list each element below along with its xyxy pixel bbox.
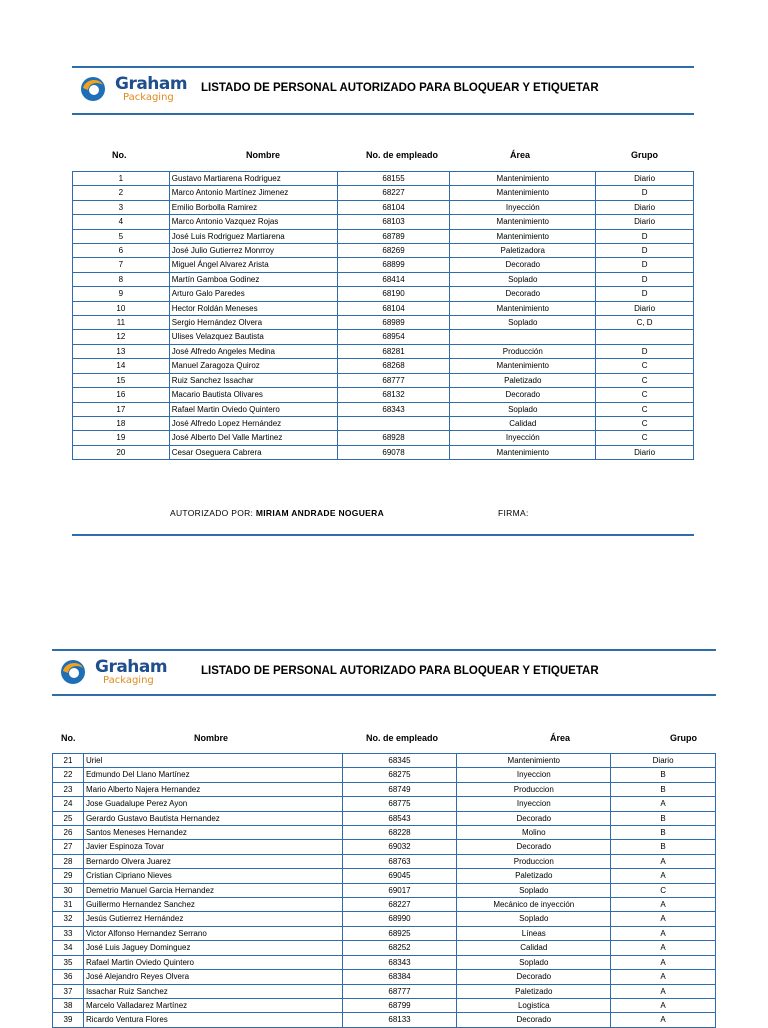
table-row <box>73 244 694 258</box>
employee-id: 68228 <box>342 826 457 840</box>
row-number: 31 <box>53 898 84 912</box>
employee-group: A <box>611 970 716 984</box>
employee-group: C <box>596 359 694 373</box>
employee-group <box>596 330 694 344</box>
employee-group: B <box>611 768 716 782</box>
col-head-no-1: No. <box>112 150 127 160</box>
row-number: 2 <box>73 186 170 200</box>
table-row <box>53 797 716 811</box>
employee-group: A <box>611 898 716 912</box>
employee-id: 68543 <box>342 811 457 825</box>
col-head-emp-1: No. de empleado <box>366 150 439 160</box>
employee-group: Diario <box>596 200 694 214</box>
table-row <box>73 431 694 445</box>
table-row <box>73 172 694 186</box>
graham-swirl-icon <box>79 75 107 103</box>
employee-area: Soplado <box>457 883 611 897</box>
table-row <box>53 912 716 926</box>
employee-id: 68104 <box>337 301 450 315</box>
col-head-emp-2: No. de empleado <box>366 733 439 743</box>
employee-id: 69078 <box>337 445 450 459</box>
employee-area: Decorado <box>457 811 611 825</box>
employee-name: Demetrio Manuel Garcia Hernandez <box>83 883 342 897</box>
row-number: 37 <box>53 984 84 998</box>
signature-label: FIRMA: <box>498 508 529 518</box>
employee-id: 68103 <box>337 215 450 229</box>
table-row <box>73 229 694 243</box>
authorized-by-name: MIRIAM ANDRADE NOGUERA <box>255 508 385 518</box>
employee-area: Soplado <box>450 272 596 286</box>
employee-group: B <box>611 782 716 796</box>
employee-area: Soplado <box>457 912 611 926</box>
employee-area: Mantenimiento <box>450 301 596 315</box>
row-number: 35 <box>53 955 84 969</box>
employee-id: 68749 <box>342 782 457 796</box>
employee-name: Marcelo Valladarez Martínez <box>83 998 342 1012</box>
employee-area: Calidad <box>450 416 596 430</box>
employee-name: Marco Antonio Martínez Jimenez <box>169 186 337 200</box>
table-row <box>53 869 716 883</box>
personnel-table-2 <box>52 753 716 1028</box>
employee-group: Diario <box>596 445 694 459</box>
table-row <box>73 200 694 214</box>
employee-id: 68227 <box>337 186 450 200</box>
row-number: 17 <box>73 402 170 416</box>
logo-subword: Packaging <box>103 675 154 686</box>
col-head-group-2: Grupo <box>670 733 697 743</box>
row-number: 7 <box>73 258 170 272</box>
employee-group: A <box>611 955 716 969</box>
employee-name: José Alejandro Reyes Olvera <box>83 970 342 984</box>
table-row <box>53 826 716 840</box>
table-row <box>53 984 716 998</box>
table-row <box>53 941 716 955</box>
employee-area: Logistica <box>457 998 611 1012</box>
employee-group: C <box>596 416 694 430</box>
employee-group: A <box>611 1013 716 1027</box>
employee-name: Macario Bautista Olivares <box>169 388 337 402</box>
col-head-no-2: No. <box>61 733 76 743</box>
employee-id: 68799 <box>342 998 457 1012</box>
employee-name: Santos Meneses Hernandez <box>83 826 342 840</box>
employee-id: 68343 <box>337 402 450 416</box>
employee-name: Marco Antonio Vazquez Rojas <box>169 215 337 229</box>
employee-area: Mantenimiento <box>457 754 611 768</box>
employee-name: Uriel <box>83 754 342 768</box>
employee-group: D <box>596 229 694 243</box>
table-row <box>73 402 694 416</box>
employee-id: 68414 <box>337 272 450 286</box>
employee-name: José Luis Rodriguez Martiarena <box>169 229 337 243</box>
table-row <box>73 316 694 330</box>
employee-area: Mantenimiento <box>450 445 596 459</box>
section-end-rule-1 <box>72 534 694 536</box>
employee-id <box>337 416 450 430</box>
employee-id: 68133 <box>342 1013 457 1027</box>
employee-group: C, D <box>596 316 694 330</box>
employee-name: Martín Gamboa Godinez <box>169 272 337 286</box>
row-number: 32 <box>53 912 84 926</box>
employee-group: D <box>596 258 694 272</box>
employee-id: 68190 <box>337 287 450 301</box>
employee-name: Gustavo Martiarena Rodriguez <box>169 172 337 186</box>
employee-group: Diario <box>596 172 694 186</box>
employee-id: 68989 <box>337 316 450 330</box>
employee-group: A <box>611 854 716 868</box>
employee-area: Decorado <box>457 840 611 854</box>
header-top-rule-1 <box>72 66 694 68</box>
table-row <box>53 854 716 868</box>
employee-id: 68345 <box>342 754 457 768</box>
employee-name: Miguel Ángel Alvarez Arista <box>169 258 337 272</box>
employee-name: Hector Roldán Meneses <box>169 301 337 315</box>
employee-name: José Luis Jaguey Dominguez <box>83 941 342 955</box>
table-row <box>73 373 694 387</box>
employee-group: D <box>596 272 694 286</box>
table-row <box>53 970 716 984</box>
row-number: 26 <box>53 826 84 840</box>
employee-id: 68252 <box>342 941 457 955</box>
col-head-group-1: Grupo <box>631 150 658 160</box>
employee-id: 69032 <box>342 840 457 854</box>
employee-name: Victor Alfonso Hernandez Serrano <box>83 926 342 940</box>
employee-name: Manuel Zaragoza Quiroz <box>169 359 337 373</box>
row-number: 39 <box>53 1013 84 1027</box>
employee-name: Cristian Cipriano Nieves <box>83 869 342 883</box>
employee-area: Decorado <box>457 1013 611 1027</box>
graham-logo <box>79 75 189 107</box>
employee-id: 68954 <box>337 330 450 344</box>
employee-id: 68925 <box>342 926 457 940</box>
employee-group: Diario <box>596 215 694 229</box>
employee-id: 68763 <box>342 854 457 868</box>
employee-name: Ricardo Ventura Flores <box>83 1013 342 1027</box>
employee-id: 68928 <box>337 431 450 445</box>
employee-group: Diario <box>596 301 694 315</box>
row-number: 13 <box>73 344 170 358</box>
employee-id: 68281 <box>337 344 450 358</box>
row-number: 23 <box>53 782 84 796</box>
employee-group: C <box>596 388 694 402</box>
employee-area: Mantenimiento <box>450 359 596 373</box>
row-number: 5 <box>73 229 170 243</box>
row-number: 1 <box>73 172 170 186</box>
col-head-area-1: Área <box>510 150 531 160</box>
row-number: 30 <box>53 883 84 897</box>
employee-name: Jose Guadalupe Perez Ayon <box>83 797 342 811</box>
employee-id: 68275 <box>342 768 457 782</box>
employee-name: Mario Alberto Najera Hernandez <box>83 782 342 796</box>
employee-name: Issachar Ruiz Sanchez <box>83 984 342 998</box>
employee-area: Soplado <box>450 402 596 416</box>
employee-area: Mantenimiento <box>450 172 596 186</box>
table-row <box>73 388 694 402</box>
employee-id: 68789 <box>337 229 450 243</box>
employee-area: Inyección <box>450 200 596 214</box>
employee-area: Inyeccion <box>457 768 611 782</box>
col-head-area-2: Área <box>550 733 571 743</box>
employee-name: Rafael Martin Oviedo Quintero <box>83 955 342 969</box>
employee-area: Soplado <box>457 955 611 969</box>
row-number: 34 <box>53 941 84 955</box>
graham-swirl-icon <box>59 658 87 686</box>
row-number: 12 <box>73 330 170 344</box>
employee-group: C <box>611 883 716 897</box>
row-number: 38 <box>53 998 84 1012</box>
table-row <box>53 782 716 796</box>
row-number: 15 <box>73 373 170 387</box>
table-row <box>73 344 694 358</box>
table-row <box>53 768 716 782</box>
employee-name: José Alfredo Lopez Hernández <box>169 416 337 430</box>
table-row <box>73 215 694 229</box>
row-number: 28 <box>53 854 84 868</box>
employee-id: 68269 <box>337 244 450 258</box>
row-number: 20 <box>73 445 170 459</box>
employee-area: Mecánico de inyección <box>457 898 611 912</box>
employee-id: 68132 <box>337 388 450 402</box>
employee-id: 69045 <box>342 869 457 883</box>
employee-name: Gerardo Gustavo Bautista Hernandez <box>83 811 342 825</box>
table-row <box>53 1013 716 1027</box>
header-bottom-rule-2 <box>52 694 716 696</box>
employee-area: Produccion <box>457 782 611 796</box>
row-number: 8 <box>73 272 170 286</box>
table-row <box>53 898 716 912</box>
row-number: 22 <box>53 768 84 782</box>
employee-name: Emilio Borbolla Ramirez <box>169 200 337 214</box>
employee-name: José Alberto Del Valle Martinez <box>169 431 337 445</box>
employee-group: A <box>611 998 716 1012</box>
table-row <box>73 272 694 286</box>
personnel-table-1 <box>72 171 694 460</box>
employee-area: Paletizado <box>457 869 611 883</box>
employee-area: Paletizado <box>457 984 611 998</box>
employee-area: Producción <box>450 344 596 358</box>
employee-group: D <box>596 244 694 258</box>
employee-id: 68775 <box>342 797 457 811</box>
employee-area: Soplado <box>450 316 596 330</box>
table-row <box>53 955 716 969</box>
header-top-rule-2 <box>52 649 716 651</box>
header-bottom-rule-1 <box>72 113 694 115</box>
employee-id: 68155 <box>337 172 450 186</box>
table-row <box>73 258 694 272</box>
employee-area: Paletizadora <box>450 244 596 258</box>
employee-name: Sergio Hernández Olvera <box>169 316 337 330</box>
employee-id: 68343 <box>342 955 457 969</box>
employee-area: Produccion <box>457 854 611 868</box>
table-row <box>53 883 716 897</box>
row-number: 25 <box>53 811 84 825</box>
row-number: 29 <box>53 869 84 883</box>
row-number: 21 <box>53 754 84 768</box>
employee-group: D <box>596 344 694 358</box>
table-row <box>53 754 716 768</box>
employee-area: Paletizado <box>450 373 596 387</box>
employee-group: D <box>596 186 694 200</box>
authorization-line <box>170 508 384 518</box>
employee-name: Javier Espinoza Tovar <box>83 840 342 854</box>
employee-area: Decorado <box>450 258 596 272</box>
employee-area: Decorado <box>450 388 596 402</box>
page-title-2: LISTADO DE PERSONAL AUTORIZADO PARA BLOQUEAR Y ETIQUETAR <box>201 665 599 677</box>
employee-name: José Julio Gutierrez Monrroy <box>169 244 337 258</box>
employee-name: Ruiz Sanchez Issachar <box>169 373 337 387</box>
employee-group: A <box>611 912 716 926</box>
table-row <box>53 811 716 825</box>
table-row <box>73 445 694 459</box>
employee-area: Calidad <box>457 941 611 955</box>
row-number: 6 <box>73 244 170 258</box>
row-number: 16 <box>73 388 170 402</box>
employee-group: B <box>611 840 716 854</box>
row-number: 27 <box>53 840 84 854</box>
table-row <box>73 287 694 301</box>
row-number: 24 <box>53 797 84 811</box>
employee-area: Mantenimiento <box>450 215 596 229</box>
employee-area: Molino <box>457 826 611 840</box>
row-number: 14 <box>73 359 170 373</box>
employee-area: Mantenimiento <box>450 186 596 200</box>
table-row <box>73 301 694 315</box>
employee-id: 68777 <box>337 373 450 387</box>
employee-id: 68268 <box>337 359 450 373</box>
employee-name: Bernardo Olvera Juarez <box>83 854 342 868</box>
table-row <box>53 840 716 854</box>
employee-group: C <box>596 431 694 445</box>
row-number: 33 <box>53 926 84 940</box>
employee-group: A <box>611 941 716 955</box>
employee-name: Ulises Velazquez Bautista <box>169 330 337 344</box>
table-row <box>73 359 694 373</box>
employee-area: Líneas <box>457 926 611 940</box>
logo-wordmark: Graham <box>115 74 188 94</box>
row-number: 3 <box>73 200 170 214</box>
employee-id: 68384 <box>342 970 457 984</box>
employee-name: José Alfredo Angeles Medina <box>169 344 337 358</box>
row-number: 19 <box>73 431 170 445</box>
employee-id: 68899 <box>337 258 450 272</box>
employee-area <box>450 330 596 344</box>
table-row <box>73 186 694 200</box>
employee-name: Guillermo Hernandez Sanchez <box>83 898 342 912</box>
employee-id: 68227 <box>342 898 457 912</box>
row-number: 18 <box>73 416 170 430</box>
employee-group: A <box>611 984 716 998</box>
employee-group: D <box>596 287 694 301</box>
employee-id: 69017 <box>342 883 457 897</box>
table-row <box>53 926 716 940</box>
employee-name: Edmundo Del Llano Martínez <box>83 768 342 782</box>
employee-area: Inyeccion <box>457 797 611 811</box>
table-row <box>73 330 694 344</box>
employee-group: C <box>596 402 694 416</box>
employee-group: B <box>611 826 716 840</box>
employee-group: C <box>596 373 694 387</box>
employee-area: Mantenimiento <box>450 229 596 243</box>
employee-name: Cesar Oseguera Cabrera <box>169 445 337 459</box>
employee-group: A <box>611 926 716 940</box>
logo-wordmark: Graham <box>95 657 168 677</box>
employee-area: Decorado <box>457 970 611 984</box>
row-number: 9 <box>73 287 170 301</box>
row-number: 10 <box>73 301 170 315</box>
table-row <box>53 998 716 1012</box>
col-head-name-1: Nombre <box>246 150 281 160</box>
employee-id: 68104 <box>337 200 450 214</box>
employee-name: Rafael Martin Oviedo Quintero <box>169 402 337 416</box>
employee-group: A <box>611 797 716 811</box>
employee-name: Arturo Galo Paredes <box>169 287 337 301</box>
employee-area: Decorado <box>450 287 596 301</box>
employee-group: A <box>611 869 716 883</box>
employee-group: Diario <box>611 754 716 768</box>
employee-name: Jesús Gutierrez Hernández <box>83 912 342 926</box>
employee-id: 68777 <box>342 984 457 998</box>
authorized-by-label: AUTORIZADO POR: <box>170 508 254 518</box>
page-title-1: LISTADO DE PERSONAL AUTORIZADO PARA BLOQUEAR Y ETIQUETAR <box>201 82 599 94</box>
row-number: 36 <box>53 970 84 984</box>
row-number: 4 <box>73 215 170 229</box>
row-number: 11 <box>73 316 170 330</box>
logo-subword: Packaging <box>123 92 174 103</box>
employee-group: B <box>611 811 716 825</box>
graham-logo-2 <box>59 658 169 690</box>
employee-area: Inyección <box>450 431 596 445</box>
col-head-name-2: Nombre <box>194 733 229 743</box>
employee-id: 68990 <box>342 912 457 926</box>
table-row <box>73 416 694 430</box>
